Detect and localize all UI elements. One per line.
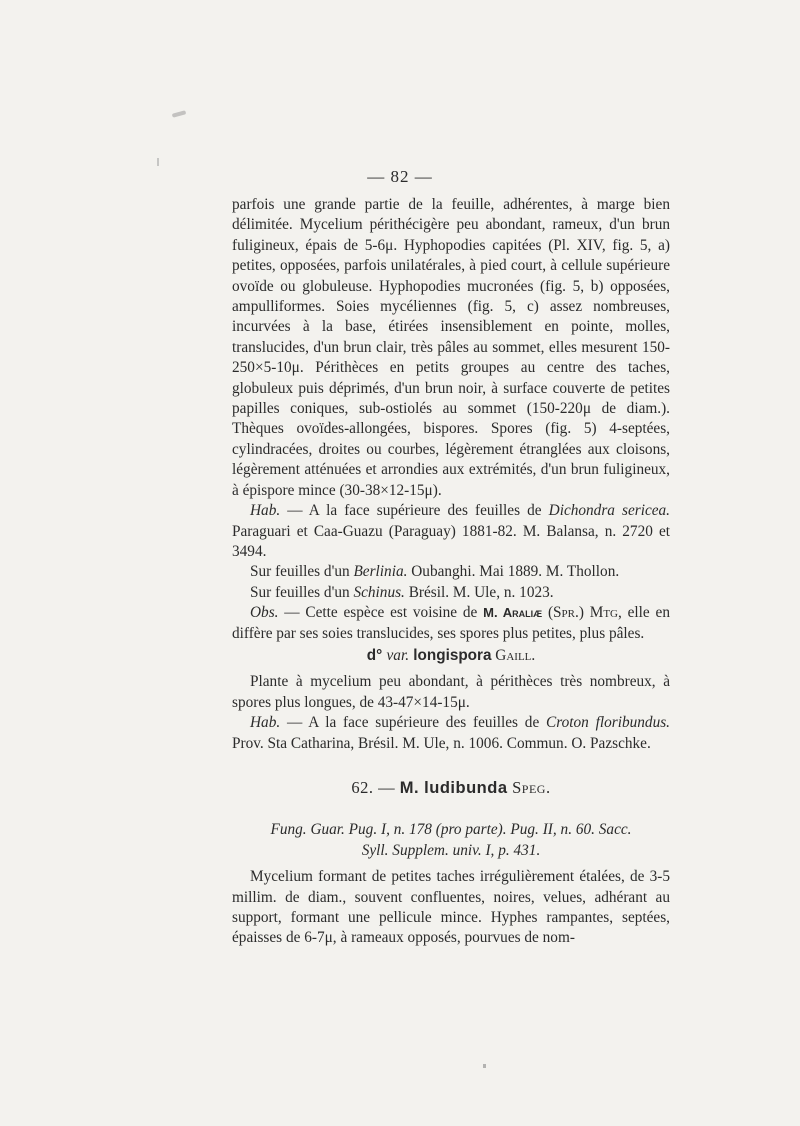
observation-paragraph: Obs. — Cette espèce est voisine de M. Araliæ (Spr.) Mtg, elle en diffère par ses soies translucides, ses spores plus petites, plus pâles.: [232, 604, 670, 642]
page-number: — 82 —: [367, 167, 433, 186]
ink-speck: [483, 1064, 486, 1068]
variety-description: Plante à mycelium peu abondant, à périthèces très nombreux, à spores plus longues, de 43-47×14-15μ.: [232, 673, 670, 711]
habitat-paragraph: Hab. — A la face supérieure des feuilles de Dichondra sericea. Paraguari et Caa-Guazu (Paraguay) 1881-82. M. Balansa, n. 2720 et 3494.: [232, 502, 671, 560]
body-text: [232, 195, 670, 949]
references: Fung. Guar. Pug. I, n. 178 (pro parte). Pug. II, n. 60. Sacc. Syll. Supplem. univ. I, p. 431.: [270, 821, 632, 859]
ink-speck: [157, 158, 159, 166]
schinus-record: Sur feuilles d'un Schinus. Brésil. M. Ule, n. 1023.: [250, 583, 554, 601]
berlinia-record: Sur feuilles d'un Berlinia. Oubanghi. Mai 1889. M. Thollon.: [250, 563, 620, 581]
description-paragraph: parfois une grande partie de la feuille, adhérentes, à marge bien délimitée. Mycelium périthécigère peu abondant, rameux, d'un brun fuligineux, épais de 5-6μ. Hyphopodies capitées (Pl. XIV, fig. 5, a) petites, opposées, parfois unilatérales, à pied court, à cellule supérieure ovoïde ou globuleuse. Hyphopodies mucronées (fig. 5, b) opposées, ampulliformes. Soies mycéliennes (fig. 5, c) assez nombreuses, incurvées à la base, étirées insensiblement en pointe, molles, translucides, d'un brun clair, très pâles au sommet, elles mesurent 150-250×5-10μ. Périthèces en petits groupes au centre des taches, globuleux puis déprimés, d'un brun noir, à surface couverte de petites papilles coniques, sub-ostiolés au sommet (150-220μ de diam.). Thèques ovoïdes-allongées, bispores. Spores (fig. 5) 4-septées, cylindracées, droites ou courbes, légèrement étranglées aux cloisons, légèrement atténuées et arrondies aux extrémités, d'un brun fuligineux, à épispore mince (30-38×12-15μ).: [232, 196, 670, 499]
variety-heading: d° var. longispora Gaill.: [366, 646, 536, 664]
species-heading: 62. — M. ludibunda Speg.: [351, 777, 551, 797]
ink-speck: [172, 110, 187, 117]
habitat-paragraph-variety: Hab. — A la face supérieure des feuilles de Croton floribundus. Prov. Sta Catharina, Brésil. M. Ule, n. 1006. Commun. O. Pazschke.: [232, 714, 670, 752]
species-description: Mycelium formant de petites taches irrégulièrement étalées, de 3-5 millim. de diam., souvent confluentes, noires, velues, adhérant au support, formant une pellicule mince. Hyphes rampantes, septées, épaisses de 6-7μ, à rameaux opposés, pourvues de nom-: [232, 868, 670, 947]
